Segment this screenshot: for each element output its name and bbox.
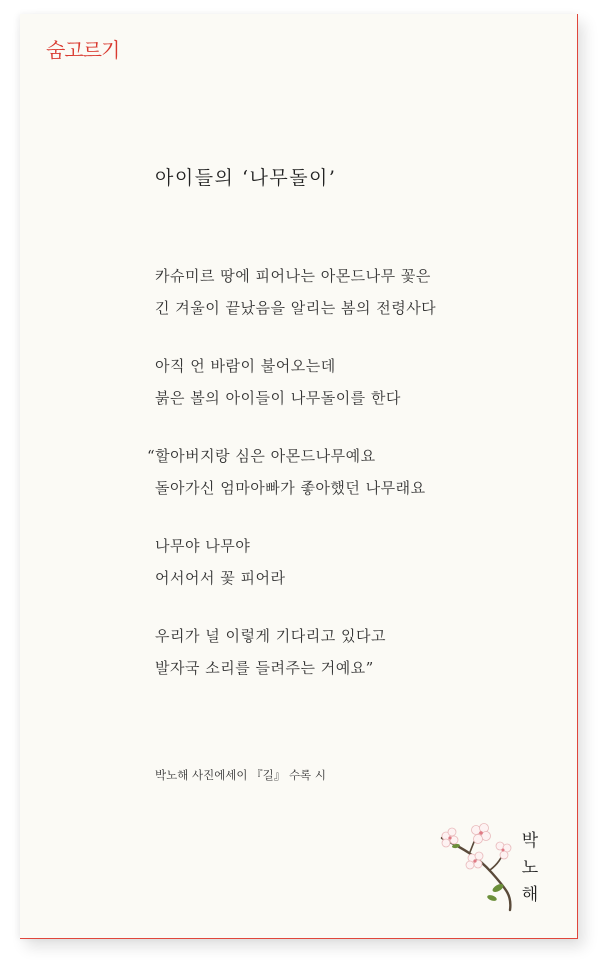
poem-line: 긴 겨울이 끝났음을 알리는 봄의 전령사다 — [155, 299, 437, 317]
brand-logo[interactable]: 숨고르기 — [46, 38, 120, 62]
poem-line: “할아버지랑 심은 아몬드나무예요 — [147, 447, 376, 465]
poem-line: 카슈미르 땅에 피어나는 아몬드나무 꽃은 — [155, 267, 431, 285]
signature-char: 해 — [521, 885, 539, 905]
poem-line: 우리가 널 이렇게 기다리고 있다고 — [155, 627, 386, 645]
almond-blossom-branch-icon — [432, 818, 562, 918]
poem-line: 돌아가신 엄마아빠가 좋아했던 나무래요 — [155, 479, 426, 497]
poem-body — [147, 260, 437, 710]
poem-line: 발자국 소리를 들려주는 거예요” — [155, 659, 374, 677]
poem-title: 아이들의 ‘나무돌이’ — [155, 167, 337, 189]
author-signature — [518, 828, 542, 909]
stanza — [155, 350, 436, 414]
signature-char: 노 — [521, 858, 539, 878]
poem-line: 어서어서 꽃 피어라 — [155, 569, 286, 587]
stanza — [155, 530, 436, 594]
stanza — [155, 620, 436, 684]
poem-line: 붉은 볼의 아이들이 나무돌이를 한다 — [155, 389, 401, 407]
poem-line: 나무야 나무야 — [155, 537, 251, 555]
signature-char: 박 — [521, 831, 539, 851]
poem-line: 아직 언 바람이 불어오는데 — [155, 357, 336, 375]
stanza — [147, 440, 436, 504]
source-credit: 박노해 사진에세이 『길』 수록 시 — [155, 768, 326, 782]
stanza — [155, 260, 436, 324]
